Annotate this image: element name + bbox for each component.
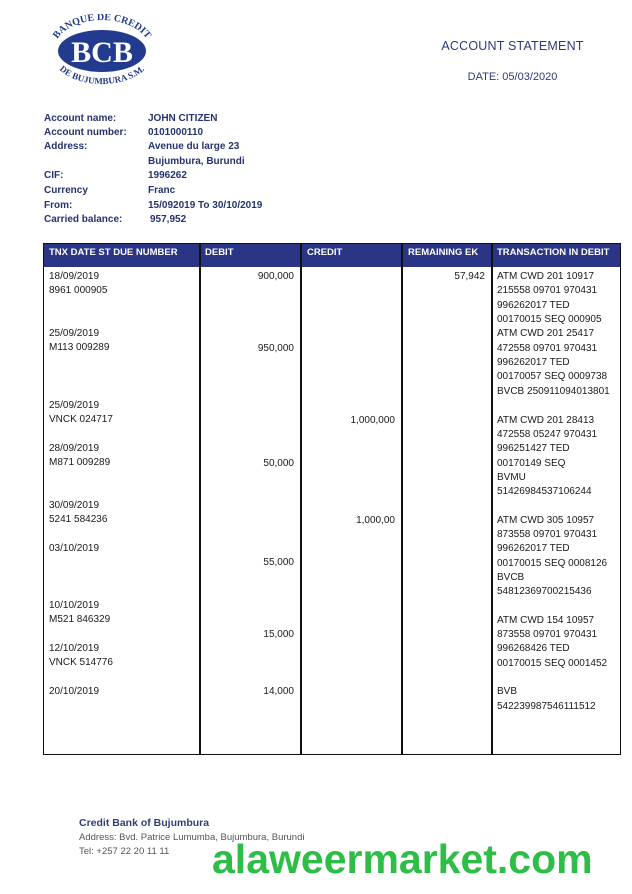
- address-line1: Avenue du large 23: [148, 141, 240, 152]
- transaction-detail: 00170015 SEQ 0008126: [497, 558, 608, 569]
- transaction-detail: ATM CWD 201 10917: [497, 271, 595, 282]
- transaction-detail: 00170057 SEQ 0009738: [497, 371, 608, 382]
- column-header-remaining: REMAINING EK: [408, 247, 479, 258]
- period-value: 15/092019 To 30/10/2019: [148, 200, 263, 211]
- account-name-label: Account name:: [44, 113, 117, 124]
- column-header-date: TNX DATE ST DUE NUMBER: [49, 247, 178, 258]
- debit-amount: 900,000: [257, 271, 294, 282]
- debit-amount: 950,000: [257, 343, 294, 354]
- remaining-amount: 57,942: [454, 271, 485, 282]
- transaction-detail: 996262017 TED: [497, 543, 570, 554]
- statement-title: ACCOUNT STATEMENT: [441, 39, 584, 53]
- column-divider: [491, 244, 493, 754]
- bank-logo: [46, 14, 158, 86]
- txn-number: M521 846329: [49, 614, 111, 625]
- transaction-detail: BVCB: [497, 572, 525, 583]
- transaction-detail: ATM CWD 201 28413: [497, 415, 595, 426]
- txn-date: 12/10/2019: [49, 643, 100, 654]
- account-number-value: 0101000110: [148, 127, 204, 138]
- transaction-detail: 54812369700215436: [497, 586, 592, 597]
- column-divider: [199, 244, 201, 754]
- transaction-detail: ATM CWD 201 25417: [497, 328, 595, 339]
- address-label: Address:: [44, 141, 88, 152]
- transaction-detail: BVB: [497, 686, 518, 697]
- footer-address: Address: Bvd. Patrice Lumumba, Bujumbura, Burundi: [79, 832, 305, 843]
- column-divider: [401, 244, 403, 754]
- transaction-detail: 996251427 TED: [497, 443, 570, 454]
- txn-number: M113 009289: [49, 342, 110, 353]
- watermark-text: alaweermarket.com: [212, 836, 593, 882]
- txn-number: VNCK 514776: [49, 657, 113, 668]
- transaction-detail: BVCB 250911094013801: [497, 386, 610, 397]
- column-header-transaction: TRANSACTION IN DEBIT: [497, 247, 610, 258]
- footer-bank-name: Credit Bank of Bujumbura: [79, 817, 210, 829]
- txn-date: 30/09/2019: [49, 500, 100, 511]
- account-name-value: JOHN CITIZEN: [148, 113, 218, 124]
- txn-date: 18/09/2019: [49, 271, 100, 282]
- txn-date: 28/09/2019: [49, 443, 100, 454]
- address-line2: Bujumbura, Burundi: [148, 156, 245, 167]
- credit-amount: 1,000,00: [356, 515, 395, 526]
- transaction-detail: ATM CWD 154 10957: [497, 615, 595, 626]
- transaction-detail: 996262017 TED: [497, 357, 570, 368]
- txn-date: 25/09/2019: [49, 328, 100, 339]
- carried-balance-value: 957,952: [150, 214, 187, 225]
- currency-label: Currency: [44, 185, 88, 196]
- debit-amount: 50,000: [263, 458, 294, 469]
- txn-number: M871 009289: [49, 457, 111, 468]
- transaction-detail: BVMU: [497, 472, 526, 483]
- transaction-detail: 00170015 SEQ 0001452: [497, 658, 608, 669]
- column-header-credit: CREDIT: [307, 247, 343, 258]
- footer-tel: Tel: +257 22 20 11 11: [79, 846, 170, 857]
- logo-bcb-text: BCB: [71, 36, 133, 69]
- debit-amount: 55,000: [263, 557, 294, 568]
- column-divider: [300, 244, 302, 754]
- transaction-detail: 996268426 TED: [497, 643, 570, 654]
- cif-label: CIF:: [44, 170, 64, 181]
- transaction-detail: 472558 09701 970431: [497, 343, 598, 354]
- transactions-table: [43, 243, 621, 755]
- carried-balance-label: Carried balance:: [44, 214, 123, 225]
- transaction-detail: 873558 09701 970431: [497, 529, 598, 540]
- transaction-detail: 00170149 SEQ: [497, 458, 566, 469]
- transaction-detail: 472558 05247 970431: [497, 429, 598, 440]
- transaction-detail: 00170015 SEQ 000905: [497, 314, 602, 325]
- transaction-detail: 873558 09701 970431: [497, 629, 598, 640]
- txn-date: 03/10/2019: [49, 543, 100, 554]
- txn-number: VNCK 024717: [49, 414, 113, 425]
- transaction-detail: 996262017 TED: [497, 300, 570, 311]
- cif-value: 1996262: [148, 170, 187, 181]
- transaction-detail: 215558 09701 970431: [497, 285, 598, 296]
- period-label: From:: [44, 200, 73, 211]
- txn-number: 8961 000905: [49, 285, 108, 296]
- logo-top-text: BANQUE DE CREDIT: [50, 14, 154, 41]
- account-number-label: Account number:: [44, 127, 127, 138]
- transaction-detail: 542239987546111512: [497, 701, 596, 712]
- table-header: [44, 244, 620, 267]
- currency-value: Franc: [148, 185, 176, 196]
- debit-amount: 15,000: [263, 629, 294, 640]
- logo-bottom-text: DE BUJUMBURA S.M.: [57, 63, 147, 86]
- statement-date: DATE: 05/03/2020: [467, 71, 558, 83]
- column-header-debit: DEBIT: [205, 247, 234, 258]
- txn-number: 5241 584236: [49, 514, 108, 525]
- credit-amount: 1,000,000: [350, 415, 395, 426]
- txn-date: 20/10/2019: [49, 686, 100, 697]
- txn-date: 10/10/2019: [49, 600, 100, 611]
- transaction-detail: ATM CWD 305 10957: [497, 515, 595, 526]
- txn-date: 25/09/2019: [49, 400, 100, 411]
- transaction-detail: 51426984537106244: [497, 486, 592, 497]
- debit-amount: 14,000: [263, 686, 294, 697]
